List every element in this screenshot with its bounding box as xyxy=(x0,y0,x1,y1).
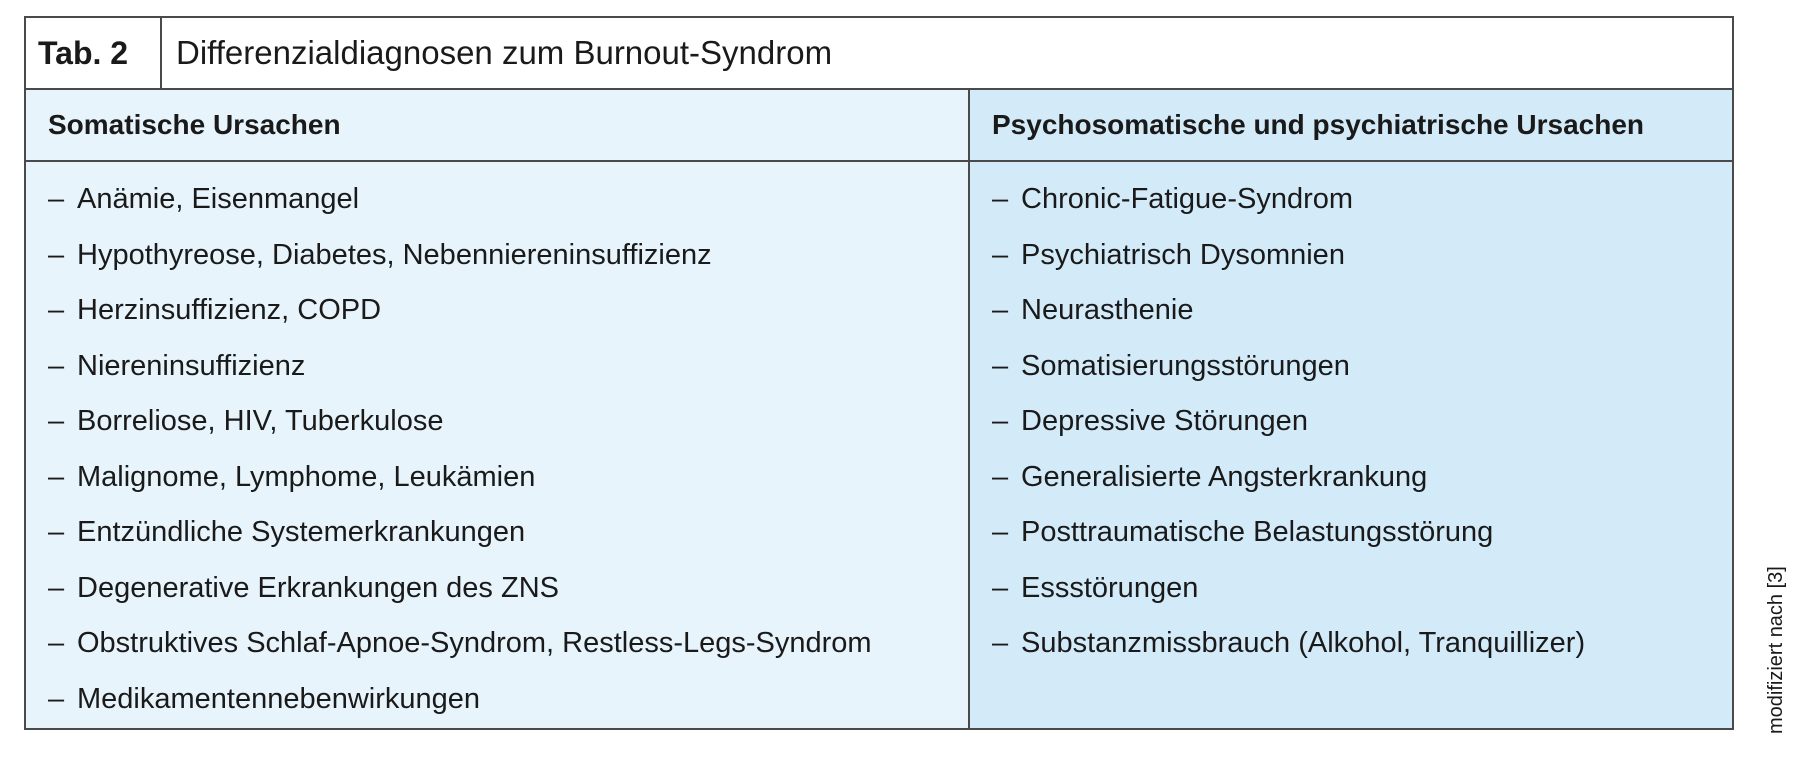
table-number: Tab. 2 xyxy=(26,18,162,88)
somatic-list xyxy=(26,162,968,727)
table-title: Differenzialdiagnosen zum Burnout-Syndrom xyxy=(176,34,833,71)
list-item-text: Anämie, Eisenmangel xyxy=(77,183,360,215)
psychosomatic-list xyxy=(970,162,1732,672)
column-header-somatic: Somatische Ursachen xyxy=(26,90,968,162)
list-item xyxy=(48,172,968,228)
list-bullet: – xyxy=(48,183,65,215)
list-bullet: – xyxy=(48,516,65,548)
list-item-text: Herzinsuffizienz, COPD xyxy=(77,294,382,326)
list-item xyxy=(992,561,1732,617)
table-title-row xyxy=(26,18,1732,90)
list-bullet: – xyxy=(48,405,65,437)
column-header-psychosomatic: Psychosomatische und psychiatrische Ursachen xyxy=(970,90,1732,162)
list-bullet: – xyxy=(992,294,1009,326)
list-item-text: Borreliose, HIV, Tuberkulose xyxy=(77,405,444,437)
column-somatic xyxy=(26,90,970,728)
list-bullet: – xyxy=(48,349,65,382)
list-item xyxy=(48,339,968,395)
list-item-text: Psychiatrisch Dysomnien xyxy=(1021,238,1345,271)
list-item-text: Entzündliche Systemerkrankungen xyxy=(77,516,526,548)
list-item xyxy=(992,394,1732,450)
list-item-text: Degenerative Erkrankungen des ZNS xyxy=(77,571,559,604)
list-item-text: Posttraumatische Belastungsstörung xyxy=(1021,516,1494,548)
list-item xyxy=(992,616,1732,672)
list-bullet: – xyxy=(992,460,1009,493)
list-item xyxy=(48,394,968,450)
list-bullet: – xyxy=(992,627,1009,659)
list-item-text: Malignome, Lymphome, Leukämien xyxy=(77,460,536,493)
list-item xyxy=(48,450,968,506)
list-bullet: – xyxy=(48,460,65,493)
list-bullet: – xyxy=(992,405,1009,437)
list-item xyxy=(48,616,968,672)
list-item-text: Medikamentennebenwirkungen xyxy=(77,682,481,715)
list-bullet: – xyxy=(48,238,65,271)
list-bullet: – xyxy=(992,349,1009,382)
list-item xyxy=(992,339,1732,395)
list-item-text: Niereninsuffizienz xyxy=(77,349,306,382)
list-bullet: – xyxy=(48,627,65,659)
list-item-text: Obstruktives Schlaf-Apnoe-Syndrom, Restless-Legs-Syndrom xyxy=(77,627,872,659)
list-item xyxy=(48,228,968,284)
list-item xyxy=(992,505,1732,561)
list-item xyxy=(992,228,1732,284)
list-item-text: Substanzmissbrauch (Alkohol, Tranquillizer) xyxy=(1021,627,1586,659)
list-item xyxy=(48,672,968,728)
column-psychosomatic xyxy=(970,90,1732,728)
list-item-text: Neurasthenie xyxy=(1021,294,1194,326)
list-bullet: – xyxy=(992,571,1009,604)
list-bullet: – xyxy=(992,516,1009,548)
list-item xyxy=(48,283,968,339)
list-bullet: – xyxy=(48,294,65,326)
list-item xyxy=(992,172,1732,228)
list-bullet: – xyxy=(992,183,1009,215)
list-item-text: Somatisierungsstörungen xyxy=(1021,349,1350,382)
list-bullet: – xyxy=(48,682,65,715)
list-item xyxy=(992,450,1732,506)
list-item xyxy=(48,505,968,561)
list-bullet: – xyxy=(48,571,65,604)
list-bullet: – xyxy=(992,238,1009,271)
list-item xyxy=(992,283,1732,339)
list-item-text: Essstörungen xyxy=(1021,571,1199,604)
list-item-text: Depressive Störungen xyxy=(1021,405,1308,437)
differential-diagnosis-table xyxy=(24,16,1734,730)
list-item-text: Generalisierte Angsterkrankung xyxy=(1021,460,1428,493)
list-item-text: Chronic-Fatigue-Syndrom xyxy=(1021,183,1354,215)
list-item xyxy=(48,561,968,617)
list-item-text: Hypothyreose, Diabetes, Nebenniereninsuffizienz xyxy=(77,238,712,271)
source-note: modifiziert nach [3] xyxy=(1765,566,1787,734)
